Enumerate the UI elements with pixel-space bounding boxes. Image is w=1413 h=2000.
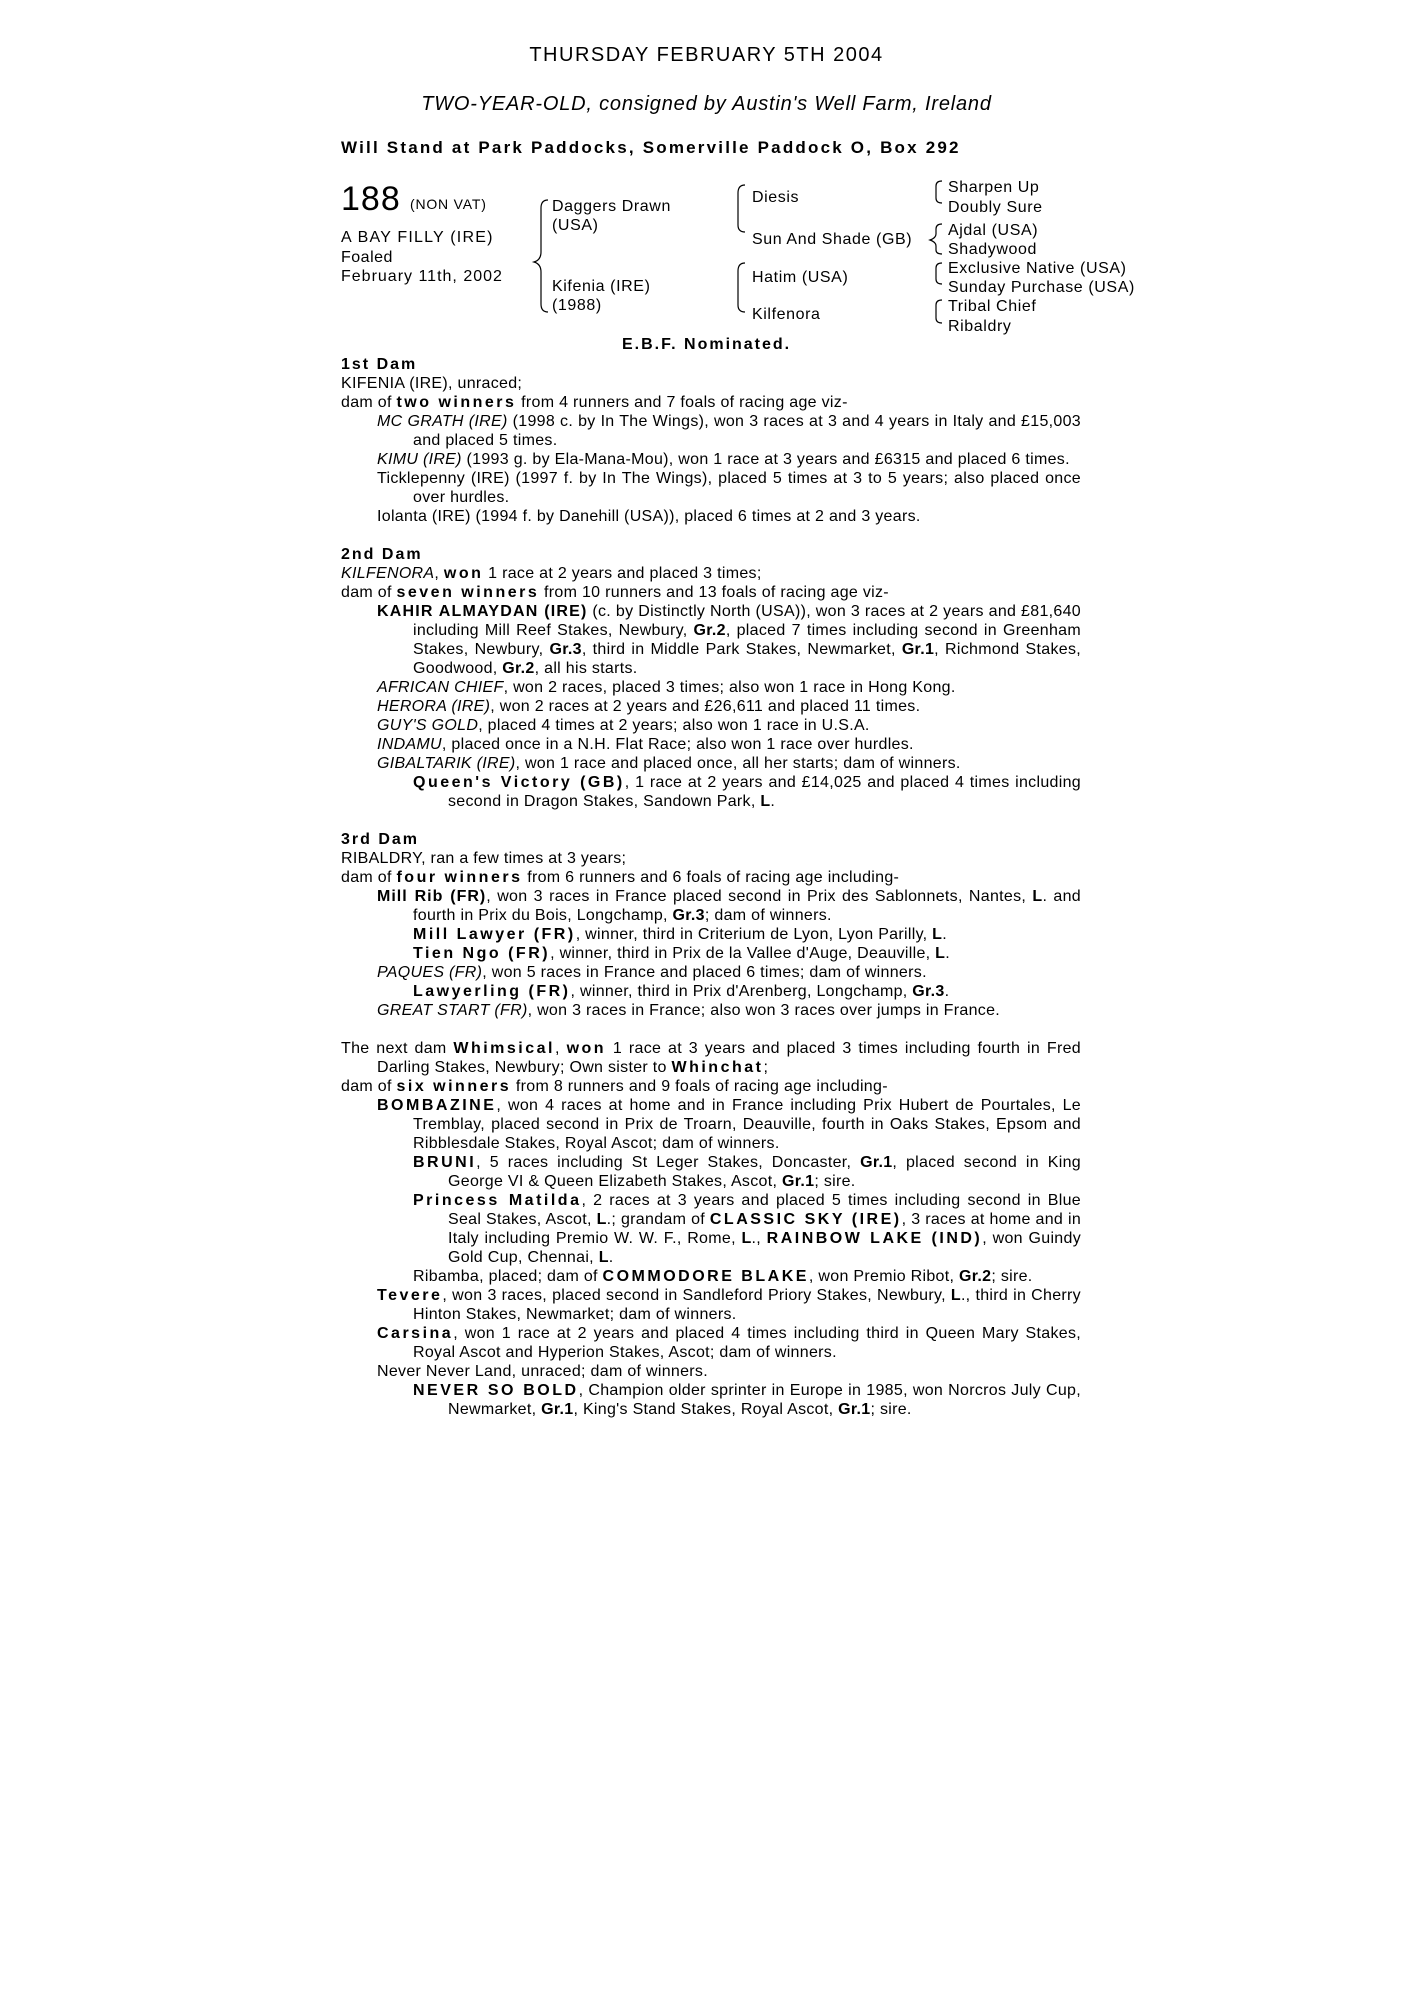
produce-entry: Mill Rib (FR), won 3 races in France placed second in Prix des Sablonnets, Nantes, L. and fourth in Prix du Bois, Longchamp, Gr.3; dam of winners. bbox=[377, 888, 1082, 924]
produce-entry: GUY'S GOLD, placed 4 times at 2 years; also won 1 race in U.S.A. bbox=[377, 717, 870, 734]
produce-entry: HERORA (IRE), won 2 races at 2 years and £26,611 and placed 11 times. bbox=[377, 698, 921, 715]
second-dam-heading: 2nd Dam bbox=[341, 546, 423, 563]
dam-sire-sire: Exclusive Native (USA) bbox=[948, 260, 1127, 277]
third-dam-line: RIBALDRY, ran a few times at 3 years; bbox=[341, 850, 627, 867]
produce-entry: Never Never Land, unraced; dam of winners. bbox=[377, 1363, 708, 1380]
dam-sire-dam: Sunday Purchase (USA) bbox=[948, 279, 1135, 296]
produce-entry: Lawyerling (FR), winner, third in Prix d'Arenberg, Longchamp, Gr.3. bbox=[413, 983, 950, 1000]
first-dam-produce-line: dam of two winners from 4 runners and 7 foals of racing age viz- bbox=[341, 394, 848, 411]
foaled-date: February 11th, 2002 bbox=[341, 268, 503, 285]
pedigree-braces bbox=[0, 0, 1413, 340]
dam-dam: Kilfenora bbox=[752, 306, 821, 323]
sire-sire-sire: Sharpen Up bbox=[948, 179, 1040, 196]
lot-description: A BAY FILLY (IRE) bbox=[341, 229, 494, 246]
vat-status: (NON VAT) bbox=[410, 196, 487, 212]
produce-entry: GREAT START (FR), won 3 races in France; also won 3 races over jumps in France. bbox=[377, 1002, 1001, 1019]
first-dam-line: KIFENIA (IRE), unraced; bbox=[341, 375, 523, 392]
sire-dam-dam: Shadywood bbox=[948, 241, 1038, 258]
sale-date: THURSDAY FEBRUARY 5TH 2004 bbox=[529, 44, 884, 66]
produce-entry: BOMBAZINE, won 4 races at home and in France including Prix Hubert de Pourtales, Le Tremblay, placed second in Prix de Troarn, Deauville, fourth in Oaks Stakes, Epsom and Ribblesdale Stakes, Royal Ascot; dam of winners. bbox=[377, 1097, 1081, 1152]
second-dam-line: KILFENORA, won 1 race at 2 years and placed 3 times; bbox=[341, 565, 762, 582]
dam-sire: Hatim (USA) bbox=[752, 269, 849, 286]
produce-entry: MC GRATH (IRE) (1998 c. by In The Wings), won 3 races at 3 and 4 years in Italy and £15,003 and placed 5 times. bbox=[377, 413, 1081, 449]
produce-entry: Tevere, won 3 races, placed second in Sandleford Priory Stakes, Newbury, L., third in Cherry Hinton Stakes, Newmarket; dam of winners. bbox=[377, 1287, 1081, 1323]
sire-name: Daggers Drawn bbox=[552, 198, 671, 215]
consignor-line: TWO-YEAR-OLD, consigned by Austin's Well Farm, Ireland bbox=[421, 93, 992, 115]
ebf-nominated: E.B.F. Nominated. bbox=[622, 336, 792, 353]
produce-entry: Queen's Victory (GB), 1 race at 2 years and £14,025 and placed 4 times including second in Dragon Stakes, Sandown Park, L. bbox=[413, 774, 1081, 810]
dam-name: Kifenia (IRE) bbox=[552, 278, 651, 295]
dam-dam-sire: Tribal Chief bbox=[948, 298, 1037, 315]
third-dam-heading: 3rd Dam bbox=[341, 831, 420, 848]
next-dam-produce-line: dam of six winners from 8 runners and 9 foals of racing age including- bbox=[341, 1078, 888, 1095]
produce-entry: GIBALTARIK (IRE), won 1 race and placed once, all her starts; dam of winners. bbox=[377, 755, 961, 772]
lot-number: 188 bbox=[341, 180, 401, 218]
produce-entry: Iolanta (IRE) (1994 f. by Danehill (USA)), placed 6 times at 2 and 3 years. bbox=[377, 508, 921, 525]
stand-location: Will Stand at Park Paddocks, Somerville Paddock O, Box 292 bbox=[341, 138, 961, 157]
produce-entry: AFRICAN CHIEF, won 2 races, placed 3 times; also won 1 race in Hong Kong. bbox=[377, 679, 956, 696]
sire-dam-sire: Ajdal (USA) bbox=[948, 222, 1039, 239]
sire-dam: Sun And Shade (GB) bbox=[752, 231, 913, 248]
sire-sire-dam: Doubly Sure bbox=[948, 199, 1043, 216]
second-dam-produce-line: dam of seven winners from 10 runners and 13 foals of racing age viz- bbox=[341, 584, 889, 601]
pedigree-notes bbox=[341, 355, 1081, 1419]
produce-entry: PAQUES (FR), won 5 races in France and placed 6 times; dam of winners. bbox=[377, 964, 927, 981]
dam-year: (1988) bbox=[552, 297, 602, 314]
foaled-label: Foaled bbox=[341, 249, 393, 266]
produce-entry: Carsina, won 1 race at 2 years and placed 4 times including third in Queen Mary Stakes, Royal Ascot and Hyperion Stakes, Ascot; dam of winners. bbox=[377, 1325, 1081, 1361]
sire-country: (USA) bbox=[552, 217, 599, 234]
produce-entry: NEVER SO BOLD, Champion older sprinter in Europe in 1985, won Norcros July Cup, Newmarket, Gr.1, King's Stand Stakes, Royal Ascot, Gr.1; sire. bbox=[413, 1382, 1081, 1418]
third-dam-produce-line: dam of four winners from 6 runners and 6 foals of racing age including- bbox=[341, 869, 900, 886]
produce-entry: INDAMU, placed once in a N.H. Flat Race; also won 1 race over hurdles. bbox=[377, 736, 914, 753]
produce-entry: Princess Matilda, 2 races at 3 years and placed 5 times including second in Blue Seal Stakes, Ascot, L.; grandam of CLASSIC SKY (IRE), 3 races at home and in Italy including Premio W. W. F., Rome, L., RAINBOW LAKE (IND), won Guindy Gold Cup, Chennai, L. bbox=[413, 1192, 1082, 1266]
produce-entry: KAHIR ALMAYDAN (IRE) (c. by Distinctly North (USA)), won 3 races at 2 years and £81,640 including Mill Reef Stakes, Newbury, Gr.2, placed 7 times including second in Greenham Stakes, Newbury, Gr.3, third in Middle Park Stakes, Newmarket, Gr.1, Richmond Stakes, Goodwood, Gr.2, all his starts. bbox=[377, 603, 1081, 677]
produce-entry: Mill Lawyer (FR), winner, third in Criterium de Lyon, Lyon Parilly, L. bbox=[413, 926, 947, 943]
produce-entry: Tien Ngo (FR), winner, third in Prix de la Vallee d'Auge, Deauville, L. bbox=[413, 945, 950, 962]
produce-entry: Ribamba, placed; dam of COMMODORE BLAKE, won Premio Ribot, Gr.2; sire. bbox=[413, 1268, 1033, 1285]
produce-entry: KIMU (IRE) (1993 g. by Ela-Mana-Mou), won 1 race at 3 years and £6315 and placed 6 times. bbox=[377, 451, 1070, 468]
next-dam-line: The next dam Whimsical, won 1 race at 3 years and placed 3 times including fourth in Fred Darling Stakes, Newbury; Own sister to Whinchat; bbox=[341, 1040, 1081, 1076]
produce-entry: Ticklepenny (IRE) (1997 f. by In The Wings), placed 5 times at 3 to 5 years; also placed once over hurdles. bbox=[377, 470, 1081, 506]
produce-entry: BRUNI, 5 races including St Leger Stakes, Doncaster, Gr.1, placed second in King George VI & Queen Elizabeth Stakes, Ascot, Gr.1; sire. bbox=[413, 1154, 1081, 1190]
sire-sire: Diesis bbox=[752, 189, 800, 206]
dam-dam-dam: Ribaldry bbox=[948, 318, 1012, 335]
first-dam-heading: 1st Dam bbox=[341, 356, 418, 373]
